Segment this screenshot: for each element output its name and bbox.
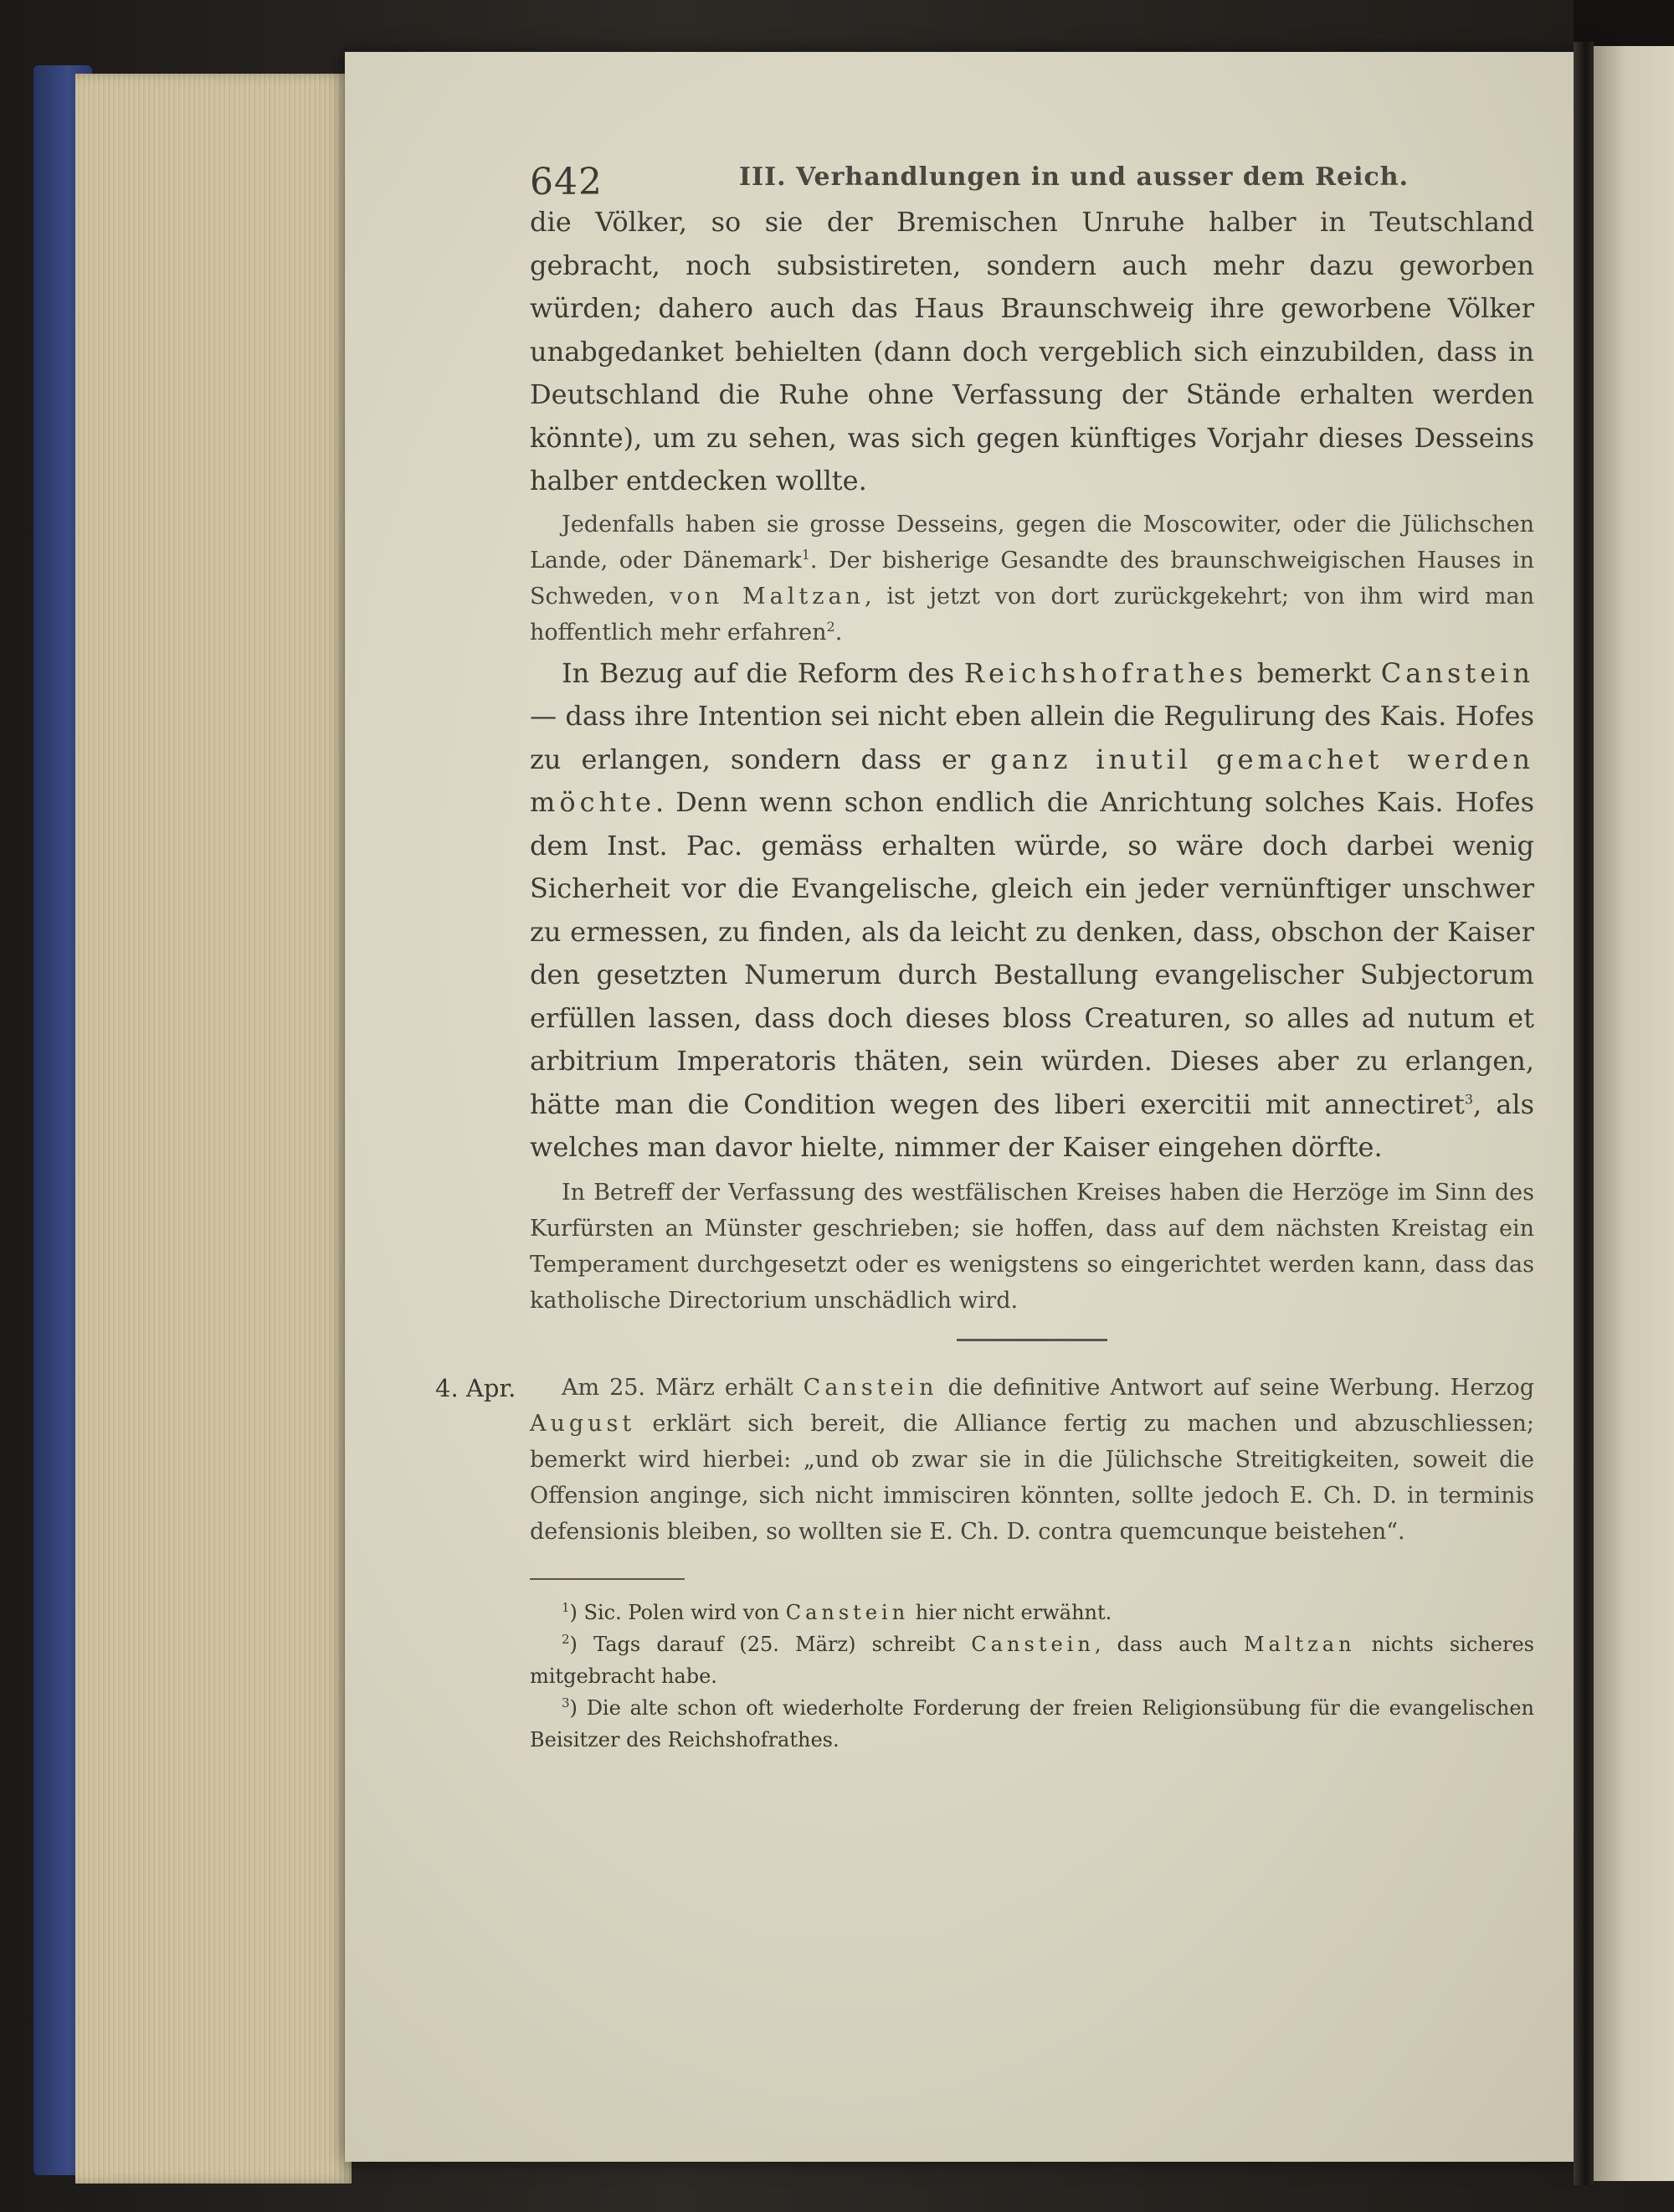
name-august: August — [530, 1410, 636, 1437]
footnote-ref-1: 1 — [801, 546, 810, 563]
entry-text: Am 25. März erhält Canstein die definitive Antwort auf seine Werbung. Herzog August erklärt sich bereit, die Alliance fertig zu machen und abzuschliessen; bemerkt wird hierbei: „und ob zwar sie in die Jülichsche Streitigkeiten, soweit die Offension anginge, sich nicht immisciren könnten, sollte jedoch E. Ch. D. in terminis defensionis bleiben, so wollten sie E. Ch. D. contra quemcunque beistehen“. — [530, 1374, 1534, 1545]
running-header — [530, 142, 1534, 201]
paragraph-2: Jedenfalls haben sie grosse Desseins, gegen die Moscowiter, oder die Jülichschen Lande, oder Dänemark$^1$. Der bisherige Gesandte des braunschweigischen Hauses in Schweden, von Maltzan, ist jetzt von dort zurückgekehrt; von ihm wird man hoffentlich mehr erfahren$^2$. — [530, 511, 1534, 646]
paragraph-3: In Bezug auf die Reform des Reichshofrathes bemerkt Canstein — dass ihre Intention sei nicht eben allein die Regulirung des Kais. Hofes zu erlangen, sondern dass er ganz inutil gemachet werden möchte. Denn wenn schon endlich die Anrichtung solches Kais. Hofes dem Inst. Pac. gemäss erhalten würde, so wäre doch darbei wenig Sicherheit vor die Evangelische, gleich ein jeder vernünftiger unschwer zu ermessen, zu finden, als da leicht zu denken, dass, obschon der Kaiser den gesetzten Numerum durch Bestallung evangelischer Subjectorum erfüllen lassen, dass doch dieses bloss Creaturen, so alles ad nutum et arbitrium Imperatoris thäten, sein würden. Dieses aber zu erlangen, hätte man die Condition wegen des liberi exercitii mit annectiret$^3$, als welches man davor hielte, nimmer der Kaiser eingehen dörfte. — [530, 656, 1535, 1163]
footnote-3: $^3$) Die alte schon oft wiederholte Forderung der freien Religionsübung für die evangelischen Beisitzer des Reichshofrathes. — [530, 1695, 1534, 1752]
paragraph-4: In Betreff der Verfassung des westfälischen Kreises haben die Herzöge im Sinn des Kurfürsten an Münster geschrieben; sie hoffen, dass auf dem nächsten Kreistag ein Temperament durchgesetzt oder es wenigstens so eingerichtet werden kann, dass das katholische Directorium unschädlich wird. — [530, 1179, 1534, 1314]
margin-date: 4. Apr. — [435, 1373, 516, 1402]
page-number: 642 — [530, 161, 603, 203]
book-gutter — [1574, 42, 1594, 2185]
facing-page-edge — [1594, 46, 1674, 2181]
section-divider — [957, 1339, 1107, 1341]
footnote-2: $^2$) Tags darauf (25. März) schreibt Canstein, dass auch Maltzan nichts sicheres mitgebracht habe. — [530, 1631, 1534, 1688]
dated-entry — [435, 1370, 1534, 1550]
footnote-1: $^1$) Sic. Polen wird von Canstein hier nicht erwähnt. — [562, 1599, 1112, 1624]
footnote-ref-3: 3 — [1464, 1090, 1474, 1107]
emphasis: ganz inutil gemachet werden möchte — [530, 743, 1535, 818]
footnote-rule — [530, 1578, 685, 1580]
page-stack — [75, 74, 352, 2184]
name-canstein: Canstein — [1380, 656, 1535, 689]
term-reichshofrathes: Reichshofrathes — [963, 656, 1248, 689]
name-maltzan: von Maltzan — [670, 583, 865, 610]
paragraph-1: die Völker, so sie der Bremischen Unruhe halber in Teutschland gebracht, noch subsistireten, sondern auch mehr dazu geworben würden; dahero auch das Haus Braunschweig ihre geworbene Völker unabgedanket behielten (dann doch vergeblich sich einzubilden, dass in Deutschland die Ruhe ohne Verfassung der Stände erhalten werden könnte), um zu sehen, was sich gegen künftiges Vorjahr dieses Desseins halber entdecken wollte. — [530, 206, 1534, 496]
name-canstein: Canstein — [803, 1374, 938, 1401]
footnote-ref-2: 2 — [826, 618, 835, 635]
page-content — [435, 142, 1535, 1756]
running-title: III. Verhandlungen in und ausser dem Reich. — [739, 162, 1410, 192]
